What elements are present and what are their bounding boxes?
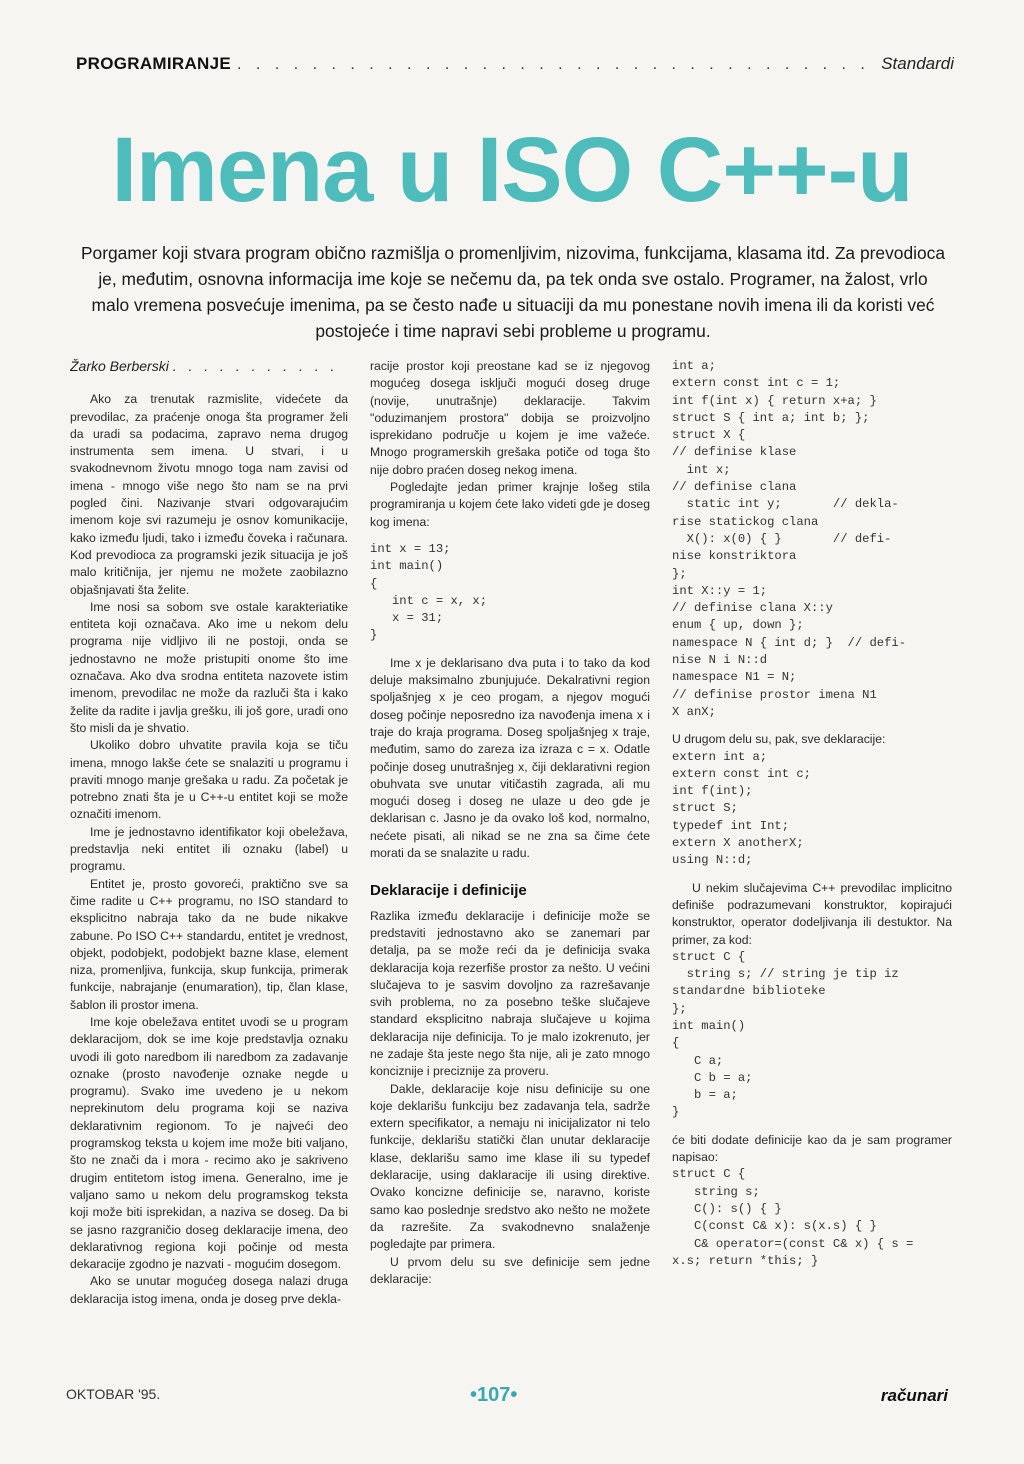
magazine-name: računari	[880, 1386, 948, 1405]
code-block: struct C { string s; C(): s() { } C(const C& x): s(x.s) { } C& operator=(const C& x) { s = x.s; return *this; }	[672, 1167, 914, 1268]
code-block: struct C { string s; // string je tip iz standardne biblioteke }; int main() { C a; C b = a; b = a; }	[672, 949, 899, 1120]
paragraph: U prvom delu su sve definicije sem jedne deklaracije:	[370, 1254, 650, 1286]
subheading: Deklaracije i definicije	[370, 882, 527, 900]
paragraph: Ako se unutar mogućeg dosega nalazi druga deklaracija istog imena, onda je doseg prve dekla-	[70, 1274, 348, 1306]
paragraph: Ako za trenutak razmislite, videćete da prevodilac, za praćenje onoga šta programer želi da uradi sa podacima, zapravo nema drugog instrumenta sem imena. U stvari, i u svakodnevnom životu mnogo toga nam zavisi od imena - mnogo više nego što nam se na prvi pogled čini. Nazivanje stvari odgovarajućim imenom koje svi razumeju je osnov komunikacije, kako između ljudi, tako i između čoveka i računara. Kod prevodioca za programski jezik situacija je još malo kritičnija, jer njemu ne možete zaobilazno objašnjavati šta želite.	[70, 392, 348, 597]
section-label: PROGRAMIRANJE	[76, 54, 232, 73]
paragraph: Pogledajte jedan primer krajnje lošeg stila programiranja u kojem ćete lako videti gde je doseg kog imena:	[370, 480, 650, 529]
author-name: Žarko Berberski	[70, 358, 169, 374]
author-dots: . . . . . . . . . . .	[172, 358, 339, 374]
page-header	[76, 54, 954, 84]
paragraph: Dakle, deklaracije koje nisu definicije su one koje deklarišu funkciju bez zadavanja tela, sadrže extern specifikator, a nemaju ni inicijalizator ni telo funkcije, deklarišu statički član unutar deklaracije klase, deklarišu samo ime klase ili su typedef deklaracije, using daklaracije ili using direktive. Ovako koncizne definicije se, naravno, koriste samo kao poslednje sredstvo ako nešto ne možete da razrešite. Za svakodnevno snalaženje pogledajte par primera.	[370, 1081, 650, 1252]
issue-date: OKTOBAR '95.	[66, 1386, 161, 1402]
code-block: int x = 13; int main() { int c = x, x; x = 31; }	[370, 541, 488, 643]
author-line	[70, 358, 348, 375]
paragraph: Ime je jednostavno identifikator koji obeležava, predstavlja neki entitet ili oznaku (label) u programu.	[70, 824, 348, 874]
page-number: •107•	[470, 1384, 518, 1406]
paragraph: racije prostor koji preostane kad se iz njegovog mogućeg dosega isključi mogući doseg druge (novije, unutrašnje) deklaracije. Takvim "oduzimanjem prostora" dobija se proizvoljno isprekidano područje u kojem je ime važeće. Mnogo programerskih grešaka potiče od toga što nije dobro praćen doseg nekog imena.	[370, 359, 650, 477]
code-block: int a; extern const int c = 1; int f(int x) { return x+a; } struct S { int a; int b; }; struct X { // definise klase int x; // definise clana static int y; // dekla- rise statickog clana X(): x(0) { } // defi- nise konstriktora }; int X::y = 1; // definise clana X::y enum { up, down }; namespace N { int d; } // defi- nise N i N::d namespace N1 = N; // definise prostor imena N1 X anX;	[672, 359, 907, 719]
paragraph: Entitet je, prosto govoreći, praktično sve sa čime radite u C++ programu, no ISO standard to eksplicitno nabraja tako da ne bude nikakve zabune. Po ISO C++ standardu, entitet je vrednost, objekt, podobjekt, podobjekt bazne klase, element niza, promenljiva, funkcija, skup funkcija, primerak funkcije, nabrajanje (enumaration), tip, član klase, šablon ili prostor imena.	[70, 876, 348, 1012]
paragraph: Ime koje obeležava entitet uvodi se u program deklaracijom, dok se ime koje predstavlja oznaku uvodi ili goto naredbom ili naredbom za zadavanje oznake (prosto navođenje oznake negde u programu). Svako ime uvedeno je u nekom neprekinutom delu programa koji se naziva deklarativnim regionom. To je najveći deo programskog teksta u kojem ime može biti valjano, što ne znači da i mora - recimo ako je sakriveno drugim entitetom istog imena. Generalno, ime je valjano samo u nekom delu programskog teksta koji može biti isprekidan, a naziva se doseg. Da bi se jasno razgraničio doseg deklaracije imena, deo deklarativnog regiona koji počinje od mesta dekaracije zgodno je nazvati - mogućim dosegom.	[70, 1014, 348, 1272]
code-block: extern int a; extern const int c; int f(int); struct S; typedef int Int; extern X anotherX; using N::d;	[672, 749, 811, 868]
paragraph: će biti dodate definicije kao da je sam programer napisao:	[672, 1132, 952, 1165]
paragraph: Ime x je deklarisano dva puta i to tako da kod deluje maksimalno zbunjujuće. Dekalrativni region spoljašnjeg x je ceo progam, a njegov mogući doseg počinje neposredno iza navođenja imena x i traje do kraja programa. Doseg spoljašnjeg x traje, međutim, samo do zareza iza izraza c = x. Odatle počinje doseg unutrašnjeg x, čiji deklarativni region obuhvata sve unutar vitičastih zagrada, ali mu mogući doseg i doseg ne ulaze u deo gde je deklarisan c. Jasno je da ovako loš kod, normalno, nećete pisati, ali nikad se ne zna sa čime ćete morati da se snalazite u radu.	[370, 655, 650, 861]
column-1	[70, 358, 348, 1308]
article-lead: Porgamer koji stvara program obično razmišlja o promenljivim, nizovima, funkcijama, klasama itd. Za prevodioca je, međutim, osnovna informacija ime koje se nečemu da, pa tek onda sve ostalo. Programer, na žalost, vrlo malo vremena posvećuje imenima, pa se često nađe u situaciji da mu ponestane novih imena ili da koristi već postojeće i time napravi sebi probleme u programu.	[80, 243, 946, 341]
paragraph: Ime nosi sa sobom sve ostale karakteriatike entiteta koji označava. Ako ime u nekom delu programa nije vidljivo ili ne postoji, onda se jednostavno ne može pristupiti onome što ime označava. Ako dva srodna entiteta nazovete istim imenom, prevodilac ne može da razluči šta i kako želite da radite i javlja grešku, ili još gore, uradi ono što misli da je shvatio.	[70, 599, 348, 735]
paragraph: U drugom delu su, pak, sve deklaracije:	[672, 732, 886, 747]
column-2	[370, 358, 650, 1288]
dot-leader	[237, 56, 875, 74]
column-3	[672, 358, 952, 1280]
article-title: Imena u ISO C++-u	[111, 119, 913, 221]
paragraph: Ukoliko dobro uhvatite pravila koja se tiču imena, mnogo lakše ćete se snalaziti u programu i praviti mnogo manje grešaka u radu. Za početak je potrebno znati šta je u C++-u entitet koji se može označiti imenom.	[70, 738, 348, 822]
paragraph: Razlika između deklaracije i definicije može se predstaviti jednostavno ako se zanemari par detalja, pa se može reći da je definicija svaka deklaracija koja rezerfiše prostor za nešto. U većini slučajeva to je sasvim dovoljno za razrešavanje svih problema, no za posebno teške slučajeve standard eksplicitno nabraja slučajeve u kojima deklaracija nije definicija. To je malo izokrenuto, jer ne zadaje šta jeste nego šta nije, ali je zato mnogo konciznije i preciznije za proveru.	[370, 908, 650, 1079]
topic-label: Standardi	[881, 54, 954, 73]
paragraph: U nekim slučajevima C++ prevodilac implicitno definiše podrazumevani konstruktor, kopirajući konstruktor, operator dodeljivanja ili destuktor. Na primer, za kod:	[672, 880, 952, 947]
